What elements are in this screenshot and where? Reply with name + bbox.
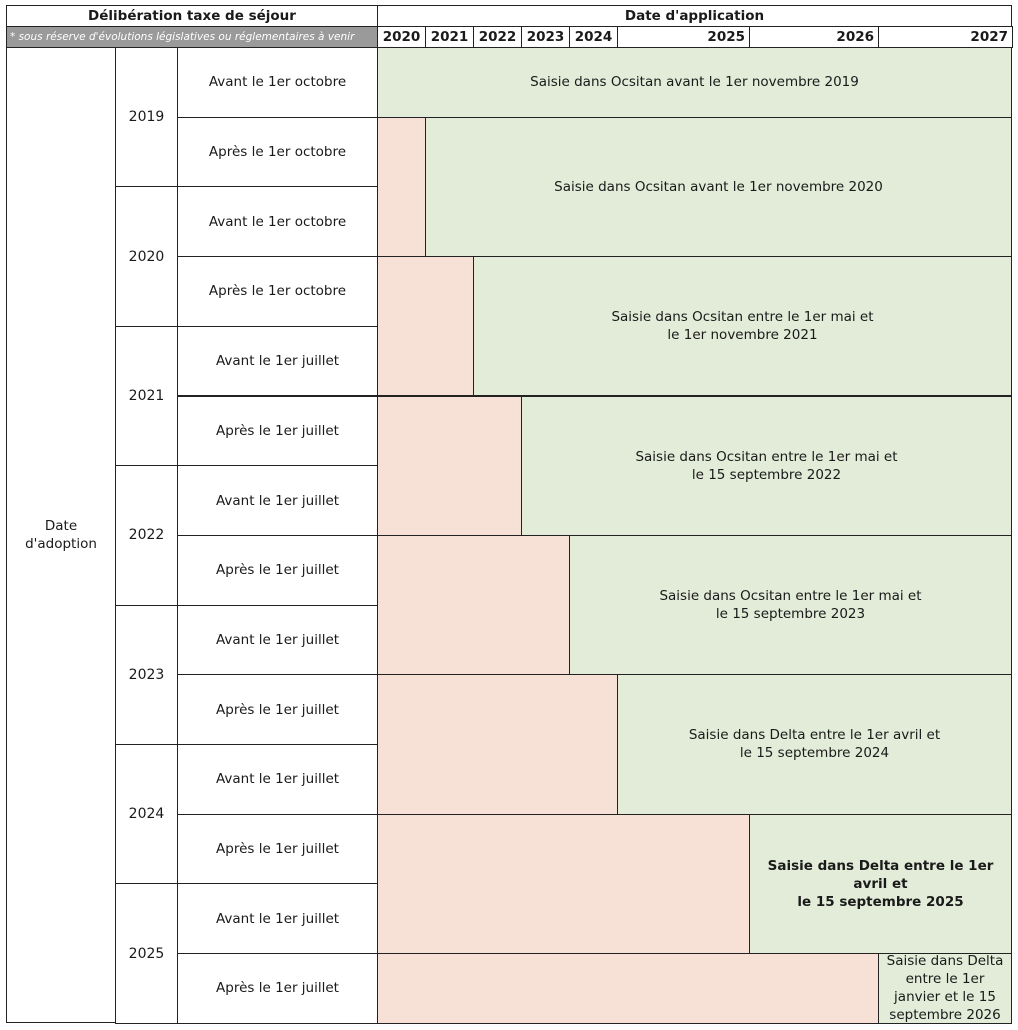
saisie-text bbox=[887, 952, 1004, 1024]
saisie-line: Saisie dans Ocsitan entre le 1er mai et bbox=[635, 448, 898, 465]
saisie-line: septembre 2026 bbox=[889, 1007, 1001, 1024]
before-application-block bbox=[377, 396, 522, 536]
legal-note: * sous réserve d'évolutions législatives ou réglementaires à venir bbox=[6, 26, 378, 48]
saisie-line: le 1er novembre 2021 bbox=[667, 327, 818, 344]
app-year-2026: 2026 bbox=[749, 26, 879, 48]
adoption-year-2021: 2021 bbox=[115, 326, 178, 466]
app-year-2023: 2023 bbox=[521, 26, 570, 48]
app-year-2024: 2024 bbox=[569, 26, 618, 48]
before-application-block bbox=[377, 117, 426, 257]
saisie-line: Saisie dans Delta bbox=[886, 953, 1004, 970]
saisie-line: entre le 1er bbox=[905, 971, 985, 988]
period-label: Avant le 1er juillet bbox=[177, 744, 378, 815]
app-year-2025: 2025 bbox=[617, 26, 750, 48]
saisie-text bbox=[611, 308, 873, 344]
adoption-label: Date d'adoption bbox=[6, 47, 116, 1023]
schedule-table bbox=[6, 5, 1012, 1023]
before-application-block bbox=[377, 674, 618, 814]
app-year-2022: 2022 bbox=[473, 26, 522, 48]
before-application-block bbox=[377, 256, 474, 396]
saisie-line: le 15 septembre 2023 bbox=[715, 606, 866, 623]
saisie-text bbox=[689, 726, 940, 762]
saisie-text bbox=[659, 587, 921, 623]
adoption-year-2025: 2025 bbox=[115, 883, 178, 1023]
app-year-2020: 2020 bbox=[377, 26, 426, 48]
saisie-text bbox=[530, 73, 859, 91]
saisie-text bbox=[750, 857, 1011, 911]
saisie-line: Saisie dans Ocsitan entre le 1er mai et bbox=[659, 588, 922, 605]
application-title: Date d'application bbox=[377, 5, 1012, 27]
saisie-text bbox=[554, 178, 883, 196]
app-year-2027: 2027 bbox=[878, 26, 1013, 48]
period-label: Avant le 1er juillet bbox=[177, 605, 378, 676]
period-label: Avant le 1er juillet bbox=[177, 326, 378, 397]
period-label: Avant le 1er juillet bbox=[177, 465, 378, 536]
saisie-line: Saisie dans Delta entre le 1er avril et bbox=[688, 727, 941, 744]
saisie-block-2 bbox=[425, 117, 1012, 257]
saisie-block-4 bbox=[521, 396, 1012, 536]
saisie-line: Saisie dans Delta entre le 1er avril et bbox=[767, 857, 994, 892]
period-label: Avant le 1er octobre bbox=[177, 186, 378, 257]
period-label: Après le 1er octobre bbox=[177, 256, 378, 327]
period-label: Avant le 1er juillet bbox=[177, 883, 378, 954]
period-label: Après le 1er juillet bbox=[177, 674, 378, 745]
before-application-block bbox=[377, 535, 570, 675]
period-label: Après le 1er octobre bbox=[177, 117, 378, 188]
saisie-line: le 15 septembre 2025 bbox=[797, 893, 964, 910]
period-label: Après le 1er juillet bbox=[177, 953, 378, 1024]
saisie-block-1 bbox=[377, 47, 1012, 118]
adoption-year-2023: 2023 bbox=[115, 605, 178, 745]
period-label: Après le 1er juillet bbox=[177, 535, 378, 606]
saisie-line: le 15 septembre 2024 bbox=[739, 745, 890, 762]
saisie-block-5 bbox=[569, 535, 1012, 675]
saisie-block-8 bbox=[878, 953, 1012, 1024]
period-label: Après le 1er juillet bbox=[177, 814, 378, 885]
adoption-year-2024: 2024 bbox=[115, 744, 178, 884]
period-label: Avant le 1er octobre bbox=[177, 47, 378, 118]
saisie-block-3 bbox=[473, 256, 1012, 396]
saisie-text bbox=[635, 448, 897, 484]
saisie-block-7 bbox=[749, 814, 1012, 954]
saisie-line: janvier et le 15 bbox=[894, 989, 996, 1006]
saisie-line: Saisie dans Ocsitan entre le 1er mai et bbox=[611, 309, 874, 326]
before-application-block bbox=[377, 953, 879, 1024]
saisie-line: le 15 septembre 2022 bbox=[691, 466, 842, 483]
adoption-year-2022: 2022 bbox=[115, 465, 178, 605]
deliberation-title: Délibération taxe de séjour bbox=[6, 5, 378, 27]
saisie-line: Saisie dans Ocsitan avant le 1er novembre 2020 bbox=[554, 178, 883, 195]
saisie-line: Saisie dans Ocsitan avant le 1er novembre 2019 bbox=[530, 74, 859, 91]
app-year-2021: 2021 bbox=[425, 26, 474, 48]
saisie-block-6 bbox=[617, 674, 1012, 814]
adoption-year-2020: 2020 bbox=[115, 186, 178, 326]
period-label: Après le 1er juillet bbox=[177, 396, 378, 467]
before-application-block bbox=[377, 814, 750, 954]
adoption-year-2019: 2019 bbox=[115, 47, 178, 187]
